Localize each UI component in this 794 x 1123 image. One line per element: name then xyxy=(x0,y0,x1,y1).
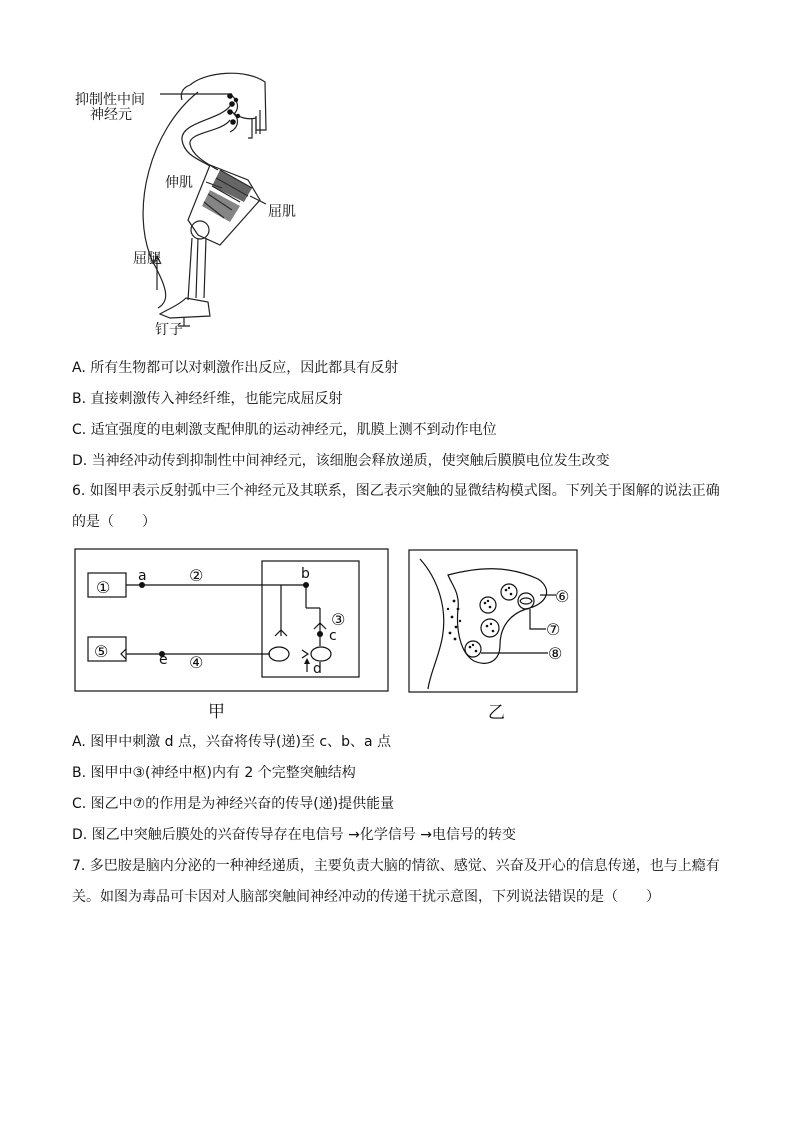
fig-jia-pb: b xyxy=(301,566,310,582)
fig-yi-n6: ⑥ xyxy=(555,587,570,606)
fig-jia-pd: d xyxy=(313,661,322,677)
fig1-label-extensor: 伸肌 xyxy=(165,175,193,191)
q5-option-d: D. 当神经冲动传到抑制性中间神经元，该细胞会释放递质，使突触后膜膜电位发生改变 xyxy=(72,453,610,469)
fig-jia-box1: ① xyxy=(96,578,111,597)
q6-stem: 6. 如图甲表示反射弧中三个神经元及其联系，图乙表示突触的显微结构模式图。下列关于图解的说法正确的是（ ） xyxy=(72,483,720,530)
fig-jia-pa: a xyxy=(138,568,147,584)
q6-option-d: D. 图乙中突触后膜处的兴奋传导存在电信号 →化学信号 →电信号的转变 xyxy=(72,827,517,843)
fig-jia-box5: ⑤ xyxy=(94,642,109,661)
fig-jia-n2: ② xyxy=(189,566,204,585)
q5-option-a: A. 所有生物都可以对刺激作出反应，因此都具有反射 xyxy=(72,360,399,376)
fig-yi-n8: ⑧ xyxy=(548,644,563,663)
fig1-label-flexor: 屈肌 xyxy=(268,204,296,220)
fig1-label-inhibitory-2: 神经元 xyxy=(90,107,132,123)
fig-jia-n4: ④ xyxy=(189,653,204,672)
fig1-label-nail: 钉子 xyxy=(155,322,183,338)
fig-jia-caption: 甲 xyxy=(208,702,225,722)
q6-option-c: C. 图乙中⑦的作用是为神经兴奋的传导(递)提供能量 xyxy=(72,796,395,812)
q7-stem: 7. 多巴胺是脑内分泌的一种神经递质，主要负责大脑的情欲、感觉、兴奋及开心的信息传递，也与上瘾有关。如图为毒品可卡因对人脑部突触间神经冲动的传递干扰示意图，下列说法错误的是（ ） xyxy=(72,858,720,905)
fig-jia-pc: c xyxy=(329,628,337,644)
q5-option-c: C. 适宜强度的电刺激支配伸肌的运动神经元，肌膜上测不到动作电位 xyxy=(72,422,497,438)
fig1-label-bend-leg: 屈腿 xyxy=(133,251,161,267)
fig-jia-pe: e xyxy=(159,652,168,668)
fig-yi-n7: ⑦ xyxy=(546,620,561,639)
fig1-label-inhibitory-1: 抑制性中间 xyxy=(75,92,145,108)
q5-option-b: B. 直接刺激传入神经纤维，也能完成屈反射 xyxy=(72,391,343,407)
q6-option-a: A. 图甲中刺激 d 点，兴奋将传导(递)至 c、b、a 点 xyxy=(72,734,392,750)
fig-jia-n3: ③ xyxy=(331,610,346,629)
fig-yi-caption: 乙 xyxy=(488,703,505,723)
q6-option-b: B. 图甲中③(神经中枢)内有 2 个完整突触结构 xyxy=(72,765,356,781)
